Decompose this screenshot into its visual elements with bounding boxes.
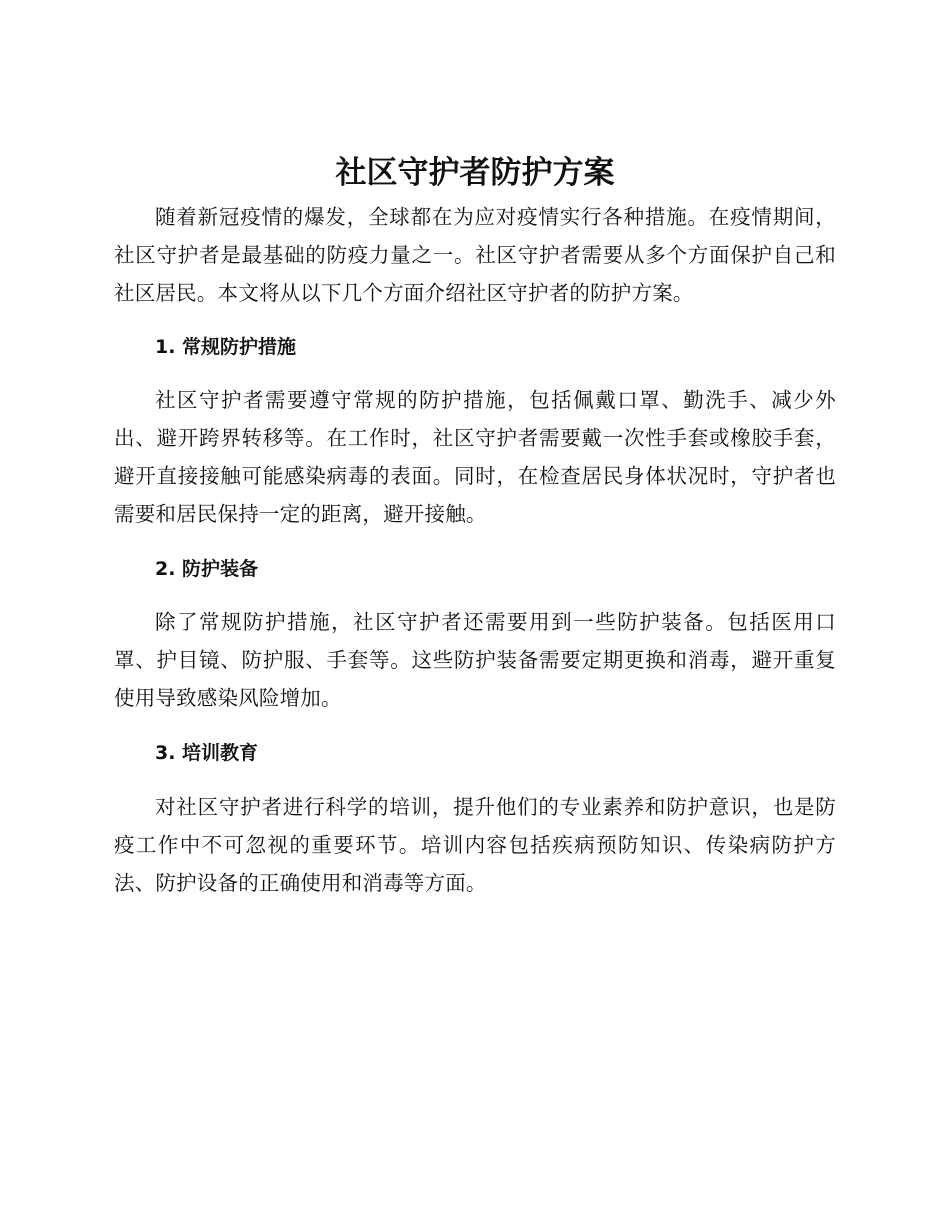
section-heading: 2. 防护装备 [155, 558, 259, 580]
section-heading: 3. 培训教育 [155, 742, 259, 764]
section-paragraph: 除了常规防护措施，社区守护者还需要用到一些防护装备。包括医用口罩、护目镜、防护服、手套等。这些防护装备需要定期更换和消毒，避开重复使用导致感染风险增加。 [114, 610, 836, 710]
section-training-education [114, 739, 836, 902]
intro-paragraph: 随着新冠疫情的爆发，全球都在为应对疫情实行各种措施。在疫情期间，社区守护者是最基础的防疫力量之一。社区守护者需要从多个方面保护自己和社区居民。本文将从以下几个方面介绍社区守护者的防护方案。 [114, 205, 836, 305]
section-heading: 1. 常规防护措施 [155, 336, 297, 358]
section-paragraph: 社区守护者需要遵守常规的防护措施，包括佩戴口罩、勤洗手、减少外出、避开跨界转移等。在工作时，社区守护者需要戴一次性手套或橡胶手套，避开直接接触可能感染病毒的表面。同时，在检查居民身体状况时，守护者也需要和居民保持一定的距离，避开接触。 [114, 388, 836, 526]
section-protective-equipment [114, 555, 836, 717]
document-title: 社区守护者防护方案 [335, 155, 615, 191]
section-paragraph: 对社区守护者进行科学的培训，提升他们的专业素养和防护意识，也是防疫工作中不可忽视的重要环节。培训内容包括疾病预防知识、传染病防护方法、防护设备的正确使用和消毒等方面。 [114, 795, 836, 895]
document-page [114, 150, 836, 902]
section-routine-protection [114, 333, 836, 533]
